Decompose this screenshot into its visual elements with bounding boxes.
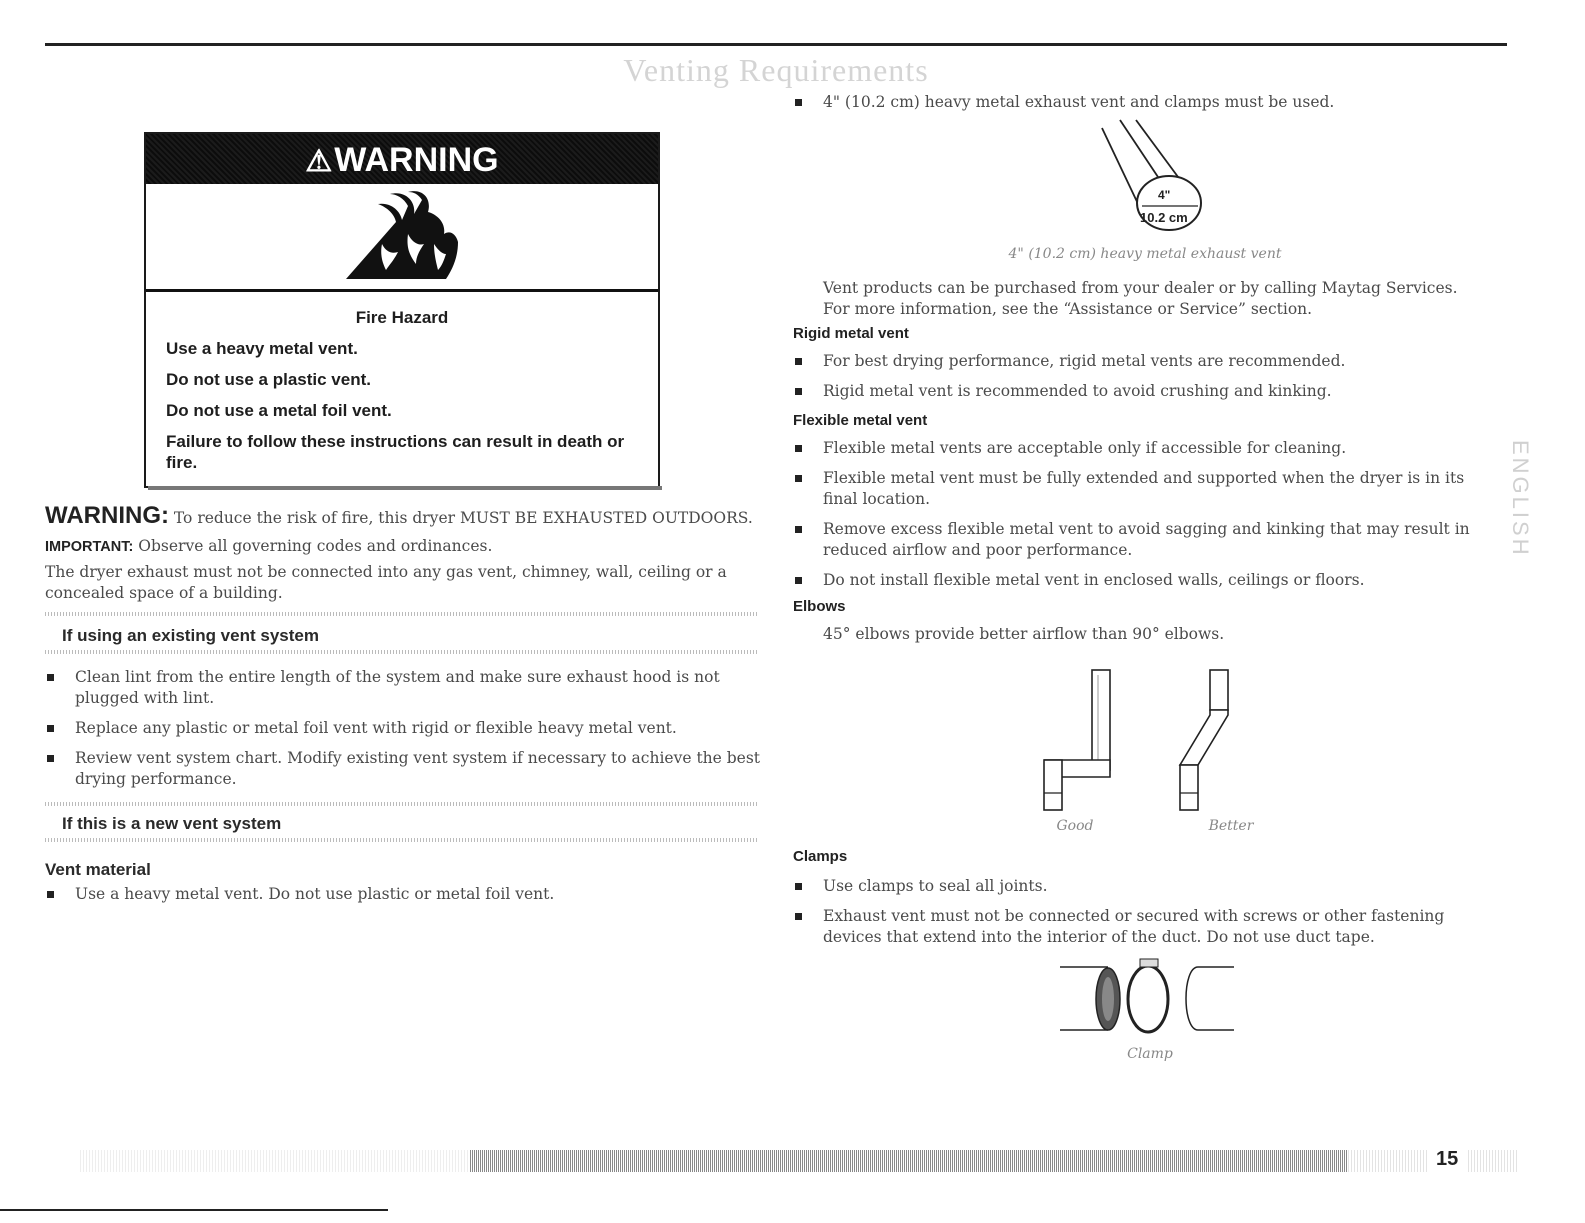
list-item: Do not install flexible metal vent in enclosed walls, ceilings or floors.: [793, 570, 1473, 591]
warning-line: Failure to follow these instructions can result in death or fire.: [166, 432, 625, 472]
flame-pictogram-area: [146, 184, 658, 292]
good-elbow-caption: Good: [1056, 818, 1094, 834]
flexible-vent-heading: Flexible metal vent: [793, 412, 928, 429]
warning-box: [144, 132, 660, 488]
section-rule: [45, 802, 759, 806]
list-item: Exhaust vent must not be connected or secured with screws or other fastening devices that extend into the interior of the duct. Do not use duct tape.: [793, 906, 1493, 948]
clamp-icon: [1058, 955, 1243, 1035]
clamp-diagram: [1058, 955, 1243, 1035]
elbows-heading: Elbows: [793, 598, 846, 615]
warning-body: [146, 294, 658, 483]
important-text: Observe all governing codes and ordinances.: [138, 537, 493, 555]
existing-vent-heading: If using an existing vent system: [62, 626, 319, 645]
clamps-list: [793, 876, 1493, 957]
exhaust-paragraph: The dryer exhaust must not be connected into any gas vent, chimney, wall, ceiling or a concealed space of a building.: [45, 563, 727, 602]
hazard-title: Fire Hazard: [355, 308, 449, 327]
list-item: Review vent system chart. Modify existing vent system if necessary to achieve the best drying performance.: [45, 748, 765, 790]
flexible-vent-list: [793, 438, 1473, 600]
list-item: For best drying performance, rigid metal vents are recommended.: [793, 351, 1493, 372]
warning-header-label: WARNING: [334, 141, 499, 179]
section-rule: [45, 612, 759, 616]
list-item: Use clamps to seal all joints.: [793, 876, 1493, 897]
elbows-text: 45° elbows provide better airflow than 90° elbows.: [823, 625, 1225, 643]
vent-size-cm: 10.2 cm: [1140, 210, 1188, 225]
footer-band: [470, 1150, 1348, 1172]
purchase-paragraph: Vent products can be purchased from your dealer or by calling Maytag Services. For more information, see the “Assistance or Service” section.: [823, 279, 1458, 318]
vent-diameter-diagram: [1090, 118, 1230, 233]
bottom-rule: [0, 1209, 388, 1211]
rigid-vent-list: [793, 351, 1493, 411]
section-rule: [45, 838, 759, 842]
top-rule: [45, 43, 1507, 46]
existing-vent-list: [45, 667, 765, 799]
list-item: Remove excess flexible metal vent to avoid sagging and kinking that may result in reduced airflow and poor performance.: [793, 519, 1473, 561]
footer-band-far-right: [1468, 1150, 1518, 1172]
warning-box-shadow: [148, 486, 662, 490]
elbows-diagram: [1030, 665, 1270, 815]
list-item: 4" (10.2 cm) heavy metal exhaust vent and clamps must be used.: [793, 92, 1493, 113]
warning-statement-text: To reduce the risk of fire, this dryer MUST BE EXHAUSTED OUTDOORS.: [173, 509, 753, 527]
new-vent-heading: If this is a new vent system: [62, 814, 282, 833]
clamps-heading: Clamps: [793, 848, 848, 865]
rigid-vent-heading: Rigid metal vent: [793, 325, 909, 342]
footer-band-right: [1348, 1150, 1428, 1172]
important-label: IMPORTANT:: [45, 539, 134, 555]
list-item: Replace any plastic or metal foil vent with rigid or flexible heavy metal vent.: [45, 718, 765, 739]
list-item: Clean lint from the entire length of the system and make sure exhaust hood is not plugged with lint.: [45, 667, 765, 709]
list-item: Rigid metal vent is recommended to avoid crushing and kinking.: [793, 381, 1493, 402]
warning-line: Use a heavy metal vent.: [166, 339, 358, 358]
warning-statement-label: WARNING:: [45, 502, 169, 529]
page-number: 15: [1436, 1148, 1459, 1170]
warning-line: Do not use a plastic vent.: [166, 370, 371, 389]
warning-triangle-icon: ⚠: [305, 145, 333, 178]
language-side-tab: ENGLISH: [1508, 440, 1533, 558]
warning-line: Do not use a metal foil vent.: [166, 401, 392, 420]
fire-hazard-icon: [146, 184, 662, 289]
list-item: Flexible metal vent must be fully extended and supported when the dryer is in its final location.: [793, 468, 1473, 510]
warning-header: [146, 134, 658, 184]
vent-size-inches: 4": [1158, 188, 1171, 202]
page-title: Venting Requirements: [623, 52, 929, 88]
vent-material-heading: Vent material: [45, 860, 151, 879]
better-elbow-caption: Better: [1208, 818, 1254, 834]
section-rule: [45, 650, 759, 654]
vent-material-list: [45, 884, 765, 914]
warning-statement: [45, 502, 765, 529]
list-item: Use a heavy metal vent. Do not use plastic or metal foil vent.: [45, 884, 765, 905]
important-note: [45, 536, 765, 558]
footer-band-left: [80, 1150, 470, 1172]
vent-caption: 4" (10.2 cm) heavy metal exhaust vent: [1008, 246, 1282, 262]
elbow-pipes-icon: [1030, 665, 1270, 815]
clamp-caption: Clamp: [1127, 1046, 1173, 1062]
list-item: Flexible metal vents are acceptable only if accessible for cleaning.: [793, 438, 1473, 459]
